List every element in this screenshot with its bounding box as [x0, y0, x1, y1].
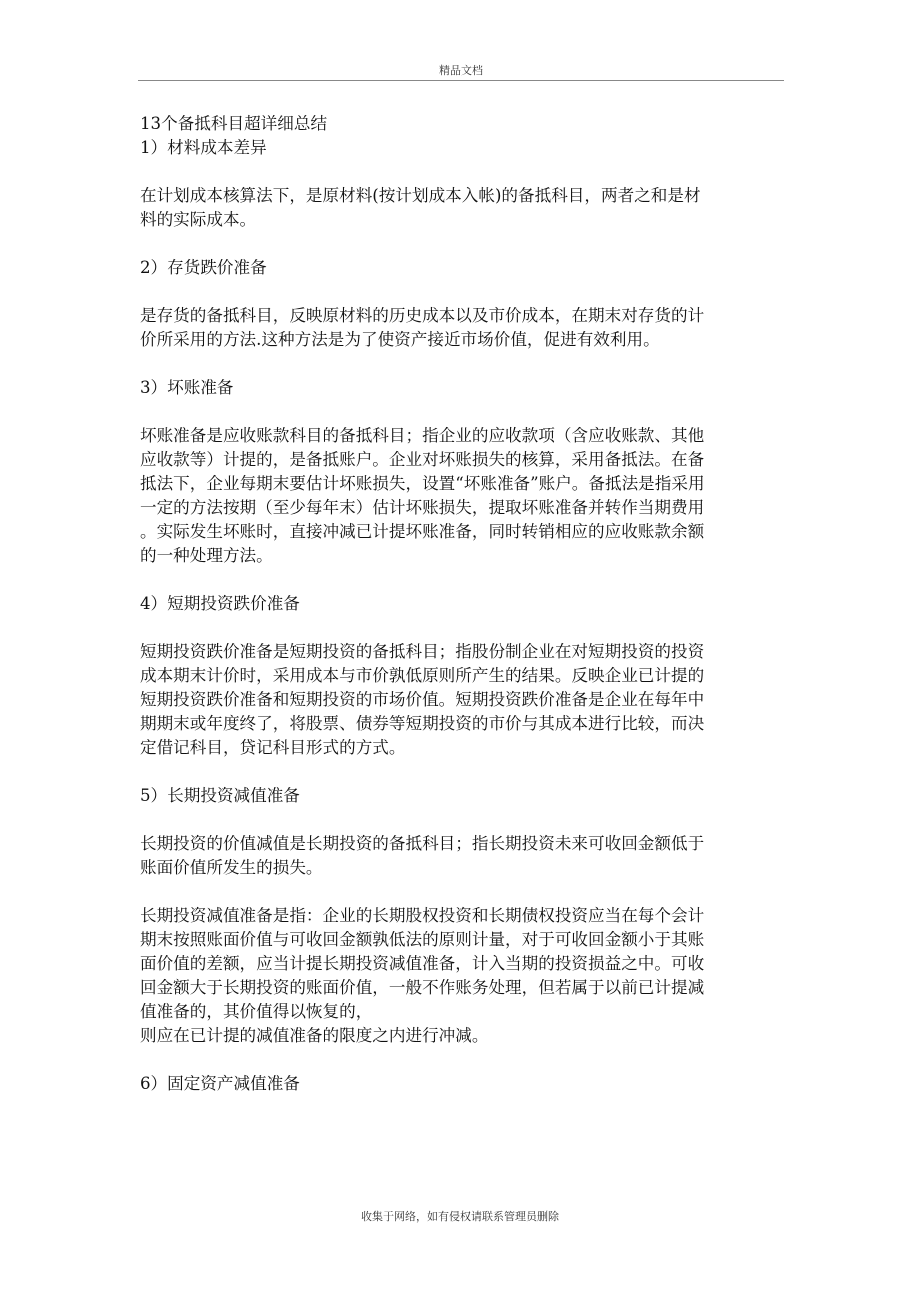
section-paragraph: 坏账准备是应收账款科目的备抵科目；指企业的应收款项（含应收账款、其他 应收款等）计提的，是备抵账户。企业对坏账损失的核算，采用备抵法。在备 抵法下，企业每期末要估计坏账损失，设置“坏账准备”账户。备抵法是指采用 一定的方法按期（至少每年末）估计坏账损失，提取坏账准备并转作当期费用 。实际发生坏账时，直接冲减已计提坏账准备，同时转销相应的应收账款余额 的一种处理方法。 — [140, 426, 705, 565]
header-divider — [138, 80, 784, 81]
section-heading-6: 6）固定资产减值准备 — [140, 1074, 300, 1093]
page-header: 精品文档 — [439, 64, 483, 77]
section-paragraph: 长期投资的价值减值是长期投资的备抵科目；指长期投资未来可收回金额低于 账面价值所发生的损失。 — [140, 834, 705, 877]
section-paragraph: 是存货的备抵科目，反映原材料的历史成本以及市价成本，在期末对存货的计 价所采用的方法.这种方法是为了使资产接近市场价值，促进有效利用。 — [140, 306, 705, 349]
section-paragraph: 在计划成本核算法下，是原材料(按计划成本入帐)的备抵科目，两者之和是材 料的实际成本。 — [140, 186, 701, 229]
section-heading-3: 3）坏账准备 — [140, 378, 234, 397]
section-heading-5: 5）长期投资减值准备 — [140, 786, 300, 805]
page-footer: 收集于网络，如有侵权请联系管理员删除 — [361, 1210, 559, 1223]
section-heading-1: 1）材料成本差异 — [140, 138, 267, 157]
section-paragraph: 短期投资跌价准备是短期投资的备抵科目；指股份制企业在对短期投资的投资 成本期末计价时，采用成本与市价孰低原则所产生的结果。反映企业已计提的 短期投资跌价准备和短期投资的市场价值。短期投资跌价准备是企业在每年中 期期末或年度终了，将股票、债券等短期投资的市价与其成本进行比较，而决 定借记科目，贷记科目形式的方式。 — [140, 642, 705, 757]
document-title: 13个备抵科目超详细总结 — [140, 114, 328, 133]
section-heading-2: 2）存货跌价准备 — [140, 258, 267, 277]
document-body — [140, 112, 780, 1096]
section-paragraph: 长期投资减值准备是指：企业的长期股权投资和长期债权投资应当在每个会计 期末按照账面价值与可收回金额孰低法的原则计量，对于可收回金额小于其账 面价值的差额，应当计提长期投资减值准备，计入当期的投资损益之中。可收 回金额大于长期投资的账面价值，一般不作账务处理，但若属于以前已计提减 值准备的，其价值得以恢复的， 则应在已计提的减值准备的限度之内进行冲减。 — [140, 906, 705, 1045]
section-heading-4: 4）短期投资跌价准备 — [140, 594, 300, 613]
